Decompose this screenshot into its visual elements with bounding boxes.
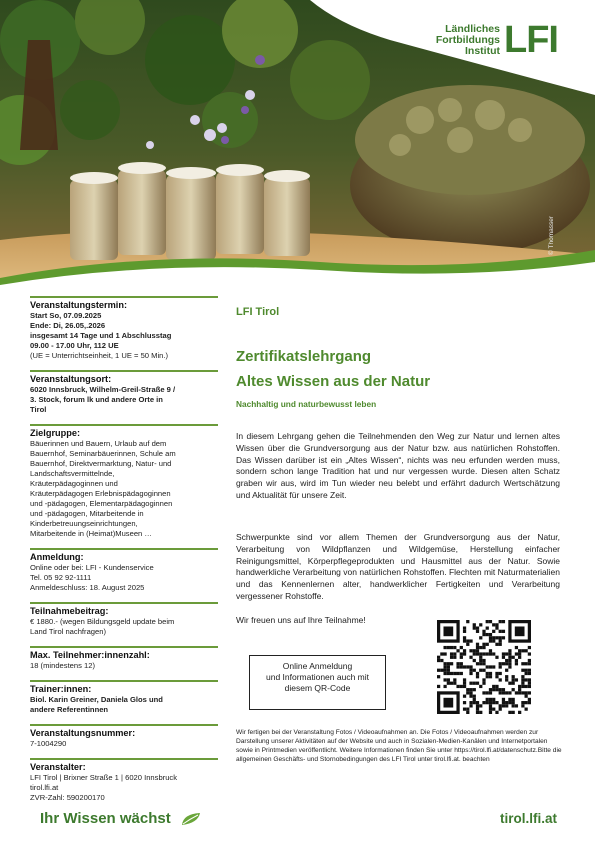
event-details-sidebar: [30, 296, 218, 812]
photo-credit: © Thomasser: [548, 216, 555, 255]
description-paragraph: In diesem Lehrgang gehen die Teilnehmenden den Weg zur Natur und lernen altes Wissen über die Grundversorgung aus der Natur bzw. aus natürlichen Rohstoffen. Das Wissen darüber ist ein „Altes Wissen“, nichts was neu erfunden werden muss, sondern schon lange Tradition hat und nur vergessen wurde. Diesen alten Schatz graben wir aus, wird im Tun wieder neu belebt und erfährt dadurch Wertschätzung und Aktualität für unsere Zeit.: [236, 431, 560, 500]
logo-line: Fortbildungs: [435, 34, 500, 46]
detail-block: [30, 680, 218, 715]
detail-heading: Teilnahmebeitrag:: [30, 606, 109, 616]
logo-wordmark: [412, 24, 500, 57]
detail-block: [30, 548, 218, 593]
detail-line: Mitarbeitende in (Heimat)Museen …: [30, 529, 152, 538]
detail-block: [30, 370, 218, 415]
detail-line: 6020 Innsbruck, Wilhelm-Greil-Straße 9 /: [30, 385, 176, 394]
detail-line: Ende: Di, 26.05,.2026: [30, 321, 106, 330]
course-subtitle: Nachhaltig und naturbewusst leben: [236, 399, 377, 409]
detail-block: [30, 758, 218, 803]
detail-block: [30, 646, 218, 671]
detail-line: Anmeldeschluss: 18. August 2025: [30, 583, 145, 592]
footer-slogan: Ihr Wissen wächst: [40, 810, 171, 827]
course-title: Altes Wissen aus der Natur: [236, 373, 431, 390]
detail-heading: Anmeldung:: [30, 552, 84, 562]
detail-heading: Veranstaltungsort:: [30, 374, 112, 384]
detail-line: Land Tirol nachfragen): [30, 627, 106, 636]
logo-mark: LFI: [504, 19, 558, 61]
online-registration-box: [249, 655, 386, 710]
detail-block: [30, 424, 218, 539]
detail-line: andere Referentinnen: [30, 705, 109, 714]
detail-line: Tel. 05 92 92-1111: [30, 573, 92, 582]
leaf-icon: [181, 812, 201, 826]
detail-line: Landschaftsvermittelnde,: [30, 469, 115, 478]
focus-paragraph: Schwerpunkte sind vor allem Themen der Grundversorgung aus der Natur, Verarbeitung von Wildpflanzen und Wildgemüse, Herstellung einfacher Reinigungsmittel, Körperpflegeprodukten und Hausmittel aus der Natur. Sowie handwerkliche Verarbeitung von natürlichen Rohstoffen. Flechten mit Naturmaterialien und das Kennenlernen alter, handwerklicher Fertigkeiten und Verarbeitung vergessener Rohstoffe.: [236, 532, 560, 601]
detail-line: Kräuterpädagoginnen und: [30, 479, 118, 488]
detail-heading: Trainer:innen:: [30, 684, 92, 694]
detail-line: insgesamt 14 Tage und 1 Abschlusstag: [30, 331, 172, 340]
detail-block: [30, 296, 218, 361]
organisation-label: LFI Tirol: [236, 306, 280, 318]
qr-box-line: und Informationen auch mit: [265, 672, 369, 682]
logo-line: Institut: [465, 45, 500, 57]
detail-heading: Zielgruppe:: [30, 428, 81, 438]
detail-heading: Veranstaltungsnummer:: [30, 728, 136, 738]
detail-line: (UE = Unterrichtseinheit, 1 UE = 50 Min.): [30, 351, 169, 360]
detail-line: und -pädagogen, Mitarbeitende in: [30, 509, 144, 518]
detail-line: Online oder bei: LFI - Kundenservice: [30, 563, 154, 572]
detail-line: Kinderbetreuungseinrichtungen,: [30, 519, 138, 528]
detail-line: 09.00 - 17.00 Uhr, 112 UE: [30, 341, 119, 350]
detail-block: [30, 602, 218, 637]
privacy-notice: Wir fertigen bei der Veranstaltung Fotos / Videoaufnahmen an. Die Fotos / Videoaufnahmen werden zur Darstellung unserer Aktivitäten auf der Website und auch in Sozialen-Medien-Kanälen und Internetportalen sowie in Printmedien veröffentlicht. Weitere Informationen finden Sie unter https://tirol.lfi.at/datenschutz.Bitte die allgemeinen Geschäfts- und Stornobedingungen des LFI Tirol unter tirol.lfi.at. beachten: [236, 729, 562, 763]
closing-line: Wir freuen uns auf Ihre Teilnahme!: [236, 615, 366, 625]
qr-box-line: Online Anmeldung: [282, 661, 353, 671]
detail-line: Bauernhof, Seminarbäuerinnen, Schule am: [30, 449, 176, 458]
qr-box-line: diesem QR-Code: [284, 683, 351, 693]
course-type-title: Zertifikatslehrgang: [236, 348, 372, 365]
detail-heading: Veranstaltungstermin:: [30, 300, 128, 310]
detail-line: Bäuerinnen und Bauern, Urlaub auf dem: [30, 439, 167, 448]
logo-line: Ländliches: [445, 23, 500, 35]
detail-line: € 1880.- (wegen Bildungsgeld update beim: [30, 617, 175, 626]
detail-line: 3. Stock, forum lk und andere Orte in: [30, 395, 163, 404]
detail-line: 18 (mindestens 12): [30, 661, 96, 670]
detail-line: Kräuterpädagogen Erlebnispädagoginnen: [30, 489, 171, 498]
qr-code[interactable]: [437, 620, 531, 714]
detail-line: Tirol: [30, 405, 47, 414]
detail-line: Biol. Karin Greiner, Daniela Glos und: [30, 695, 163, 704]
detail-line: 7-1004290: [30, 739, 67, 748]
detail-line: und -pädagogen, Elementarpädagoginnen: [30, 499, 173, 508]
detail-heading: Max. Teilnehmer:innenzahl:: [30, 650, 150, 660]
detail-line: Start So, 07.09.2025: [30, 311, 102, 320]
detail-line: tirol.lfi.at: [30, 783, 59, 792]
detail-line: Bauernhof, Direktvermarktung, Natur- und: [30, 459, 172, 468]
detail-heading: Veranstalter:: [30, 762, 86, 772]
lfi-logo: [412, 18, 572, 68]
detail-line: ZVR-Zahl: 590200170: [30, 793, 105, 802]
detail-line: LFI Tirol | Brixner Straße 1 | 6020 Innsbruck: [30, 773, 178, 782]
detail-block: [30, 724, 218, 749]
footer-website-link[interactable]: tirol.lfi.at: [500, 811, 557, 826]
